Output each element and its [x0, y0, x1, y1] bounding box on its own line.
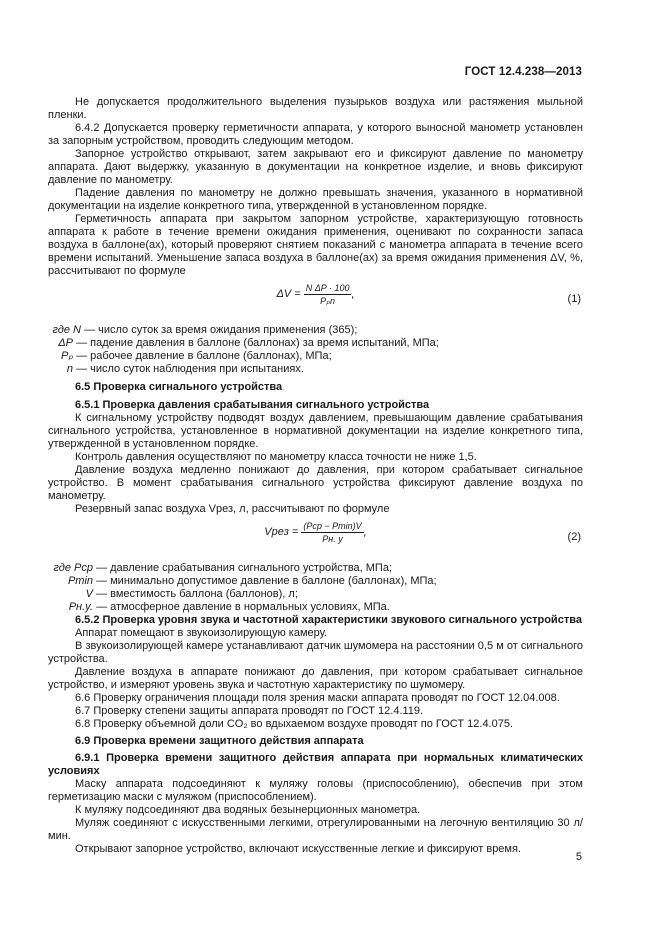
- subsection-heading: 6.5.1 Проверка давления срабатывания сигнального устройства: [75, 399, 430, 411]
- legend-text: — атмосферное давление в нормальных условиях, МПа.: [96, 601, 390, 613]
- formula-1-fraction: [304, 282, 355, 307]
- legend-text: — минимально допустимое давление в баллоне (баллонах), МПа;: [96, 575, 437, 587]
- legend-row: [48, 324, 583, 337]
- legend-symbol: V: [85, 588, 93, 600]
- formula-1-numerator: N ΔP · 100: [305, 283, 350, 293]
- legend-symbol: где N: [52, 324, 81, 336]
- paragraph: К сигнальному устройству подводят воздух давлением, превышающим давление срабатывания сигнального устройства, установленное в нормативной документации на изделие конкретного типа, утвержденной в установленном порядке.: [48, 412, 583, 450]
- formula-2-fraction: [301, 520, 363, 545]
- paragraph: 6.7 Проверку степени защиты аппарата проводят по ГОСТ 12.4.119.: [75, 705, 424, 717]
- paragraph: 6.8 Проверку объемной доли CO₂ во вдыхаемом воздухе проводят по ГОСТ 12.4.075.: [75, 718, 514, 730]
- paragraph: Запорное устройство открывают, затем закрывают его и фиксируют давление по манометру аппарата. Дают выдержку, указанную в документации на конкретное изделие, и вновь фиксируют давление по манометру.: [48, 148, 583, 186]
- legend-symbol: ΔP: [58, 337, 73, 349]
- paragraph: Маску аппарата подсоединяют к муляжу головы (приспособлению), обеспечив при этом герметизацию маски с муляжом (приспособлением).: [48, 778, 583, 803]
- legend-symbol: где Pср: [53, 562, 93, 574]
- legend-row: [48, 588, 583, 601]
- legend-text: — число суток за время ожидания применения (365);: [84, 324, 358, 336]
- paragraph: 6.6 Проверку ограничения площади поля зрения маски аппарата проводят по ГОСТ 12.04.008.: [75, 692, 560, 704]
- legend-2: [48, 562, 583, 614]
- subsection-heading: 6.9.1 Проверка времени защитного действия аппарата при нормальных климатических условиях: [48, 752, 583, 777]
- subsection-heading: 6.5.2 Проверка уровня звука и частотной характеристики звукового сигнального устройства: [75, 614, 582, 626]
- formula-1-tail: ,: [351, 288, 355, 301]
- legend-text: — давление срабатывания сигнального устройства, МПа;: [96, 562, 393, 574]
- standard-header: ГОСТ 12.4.238—2013: [464, 66, 582, 78]
- paragraph: К муляжу подсоединяют два водяных безынерционных манометра.: [75, 804, 421, 816]
- legend-row: [48, 562, 583, 575]
- formula-2-number: (2): [567, 531, 581, 543]
- legend-text: — рабочее давление в баллоне (баллонах), МПа;: [76, 350, 332, 362]
- paragraph: Открывают запорное устройство, включают искусственные легкие и фиксируют время.: [75, 843, 521, 855]
- legend-row: [48, 337, 583, 350]
- formula-1-lhs: ΔV =: [276, 288, 301, 300]
- formula-2-numerator: (Pср − Pmin)V: [303, 521, 362, 531]
- paragraph: 6.4.2 Допускается проверку герметичности аппарата, у которого выносной манометр установлен за запорным устройством, проводить следующим методом.: [48, 122, 583, 147]
- legend-row: [48, 601, 583, 614]
- legend-text: — падение давления в баллоне (баллонах) за время испытаний, МПа;: [76, 337, 439, 349]
- legend-symbol: n: [66, 363, 73, 375]
- paragraph: Давление воздуха медленно понижают до давления, при котором срабатывает сигнальное устройство. В момент срабатывания сигнального устройства фиксируют давление воздуха по манометру.: [48, 464, 583, 502]
- section-heading: 6.5 Проверка сигнального устройства: [75, 381, 283, 393]
- legend-symbol: Pₚ: [60, 350, 73, 362]
- paragraph: Не допускается продолжительного выделения пузырьков воздуха или растяжения мыльной пленки.: [48, 96, 583, 121]
- paragraph: Резервный запас воздуха Vрез, л, рассчитывают по формуле: [75, 503, 390, 515]
- formula-2-lhs: Vрез =: [264, 526, 299, 538]
- formula-2-denominator: Pн. у: [322, 534, 343, 544]
- paragraph: Герметичность аппарата при закрытом запорном устройстве, характеризующую готовность аппарата к работе в течение времени ожидания применения, оценивают по сохранности запаса воздуха в баллоне(ах), который проверяют снятием показаний с манометра аппарата в течение всего времени испытаний. Уменьшение запаса воздуха в баллоне(ах) за время ожидания применения ΔV, %, рассчитывают по формуле: [48, 213, 583, 277]
- formula-1-denominator: Pₚn: [320, 296, 336, 306]
- legend-symbol: Pmin: [67, 575, 93, 587]
- formula-1-number: (1): [567, 293, 581, 305]
- paragraph: Контроль давления осуществляют по манометру класса точности не ниже 1,5.: [75, 451, 477, 463]
- paragraph: Давление воздуха в аппарате понижают до давления, при котором срабатывает сигнальное устройство, и измеряют уровень звука и частотную характеристику по шумомеру.: [48, 666, 583, 691]
- legend-row: [48, 350, 583, 363]
- legend-symbol: Pн.у.: [68, 601, 93, 613]
- formula-2: [48, 520, 583, 556]
- legend-1: [48, 324, 583, 376]
- formula-1: [48, 282, 583, 318]
- paragraph: Аппарат помещают в звукоизолирующую камеру.: [75, 627, 328, 639]
- legend-row: [48, 575, 583, 588]
- legend-text: — число суток наблюдения при испытаниях.: [76, 363, 304, 375]
- section-heading: 6.9 Проверка времени защитного действия аппарата: [75, 735, 364, 747]
- formula-2-tail: ,: [363, 526, 367, 539]
- legend-row: [48, 363, 583, 376]
- paragraph: Падение давления по манометру не должно превышать значения, указанного в нормативной документации на изделие конкретного типа, утвержденной в установленном порядке.: [48, 187, 583, 212]
- paragraph: В звукоизолирующей камере устанавливают датчик шумомера на расстоянии 0,5 м от сигнального устройства.: [48, 640, 583, 665]
- legend-text: — вместимость баллона (баллонов), л;: [96, 588, 298, 600]
- paragraph: Муляж соединяют с искусственными легкими, отрегулированными на легочную вентиляцию 30 л/мин.: [48, 817, 583, 842]
- document-body: [48, 96, 583, 856]
- page-number: 5: [575, 851, 582, 863]
